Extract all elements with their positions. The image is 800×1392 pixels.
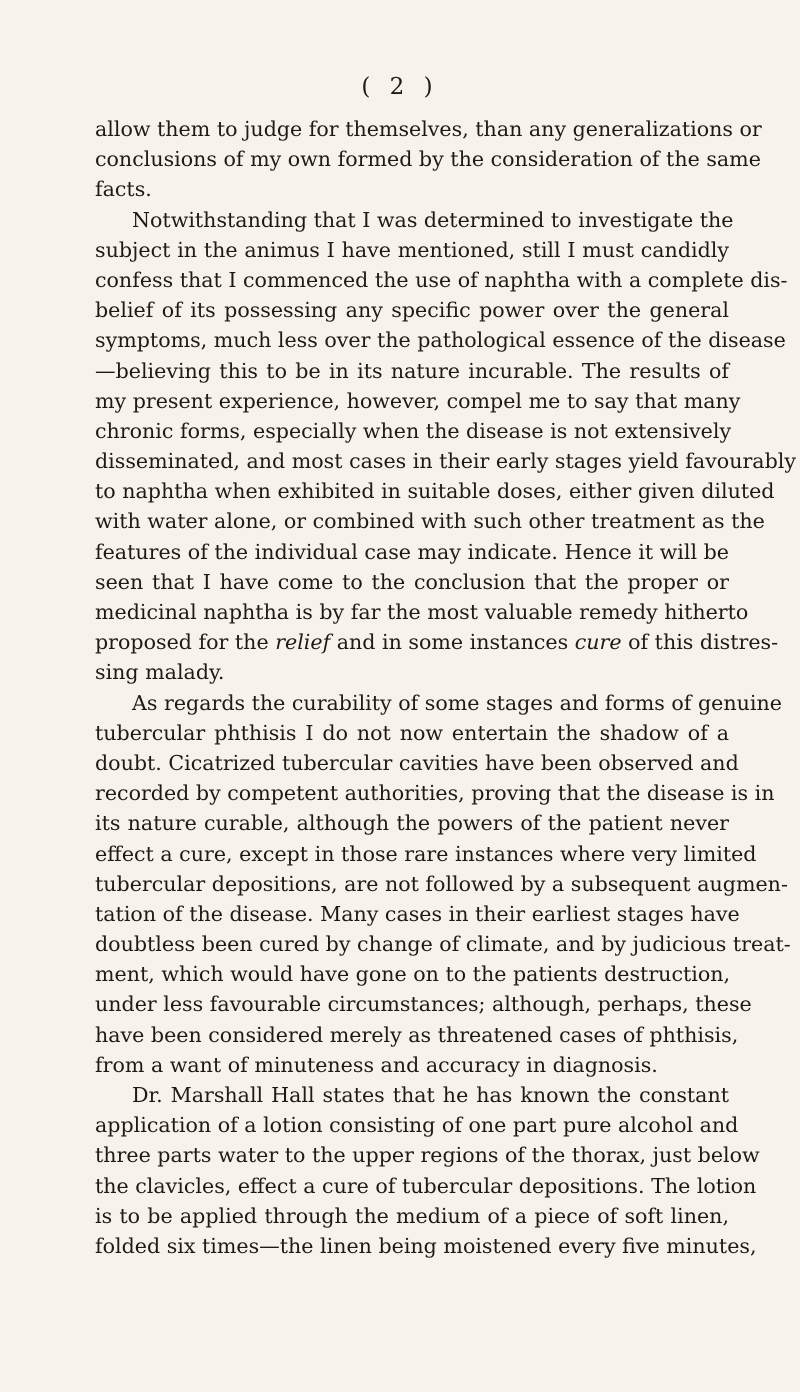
text-line: tubercular depositions, are not followed by a subsequent augmen- [95, 871, 788, 896]
text-line: tubercular phthisis I do not now entertain the shadow of a [95, 720, 729, 745]
text-line-with-italics [95, 627, 779, 657]
text-line: medicinal naphtha is by far the most valuable remedy hitherto [95, 600, 749, 624]
text-line: tation of the disease. Many cases in their earliest stages have [95, 901, 740, 926]
text-line: confess that I commenced the use of naphtha with a complete dis- [95, 267, 788, 292]
paragraph-start-line: Notwithstanding that I was determined to investigate the [132, 207, 734, 232]
text-line: under less favourable circumstances; although, perhaps, these [95, 992, 752, 1017]
text-line: is to be applied through the medium of a piece of soft linen, [95, 1203, 729, 1228]
paragraph-start-line: Dr. Marshall Hall states that he has known the constant [132, 1083, 729, 1107]
body-text [95, 114, 796, 1261]
text-line: its nature curable, although the powers of the patient never [95, 811, 729, 836]
page-number: ( 2 ) [361, 74, 439, 100]
text-line: from a want of minuteness and accuracy in diagnosis. [95, 1052, 658, 1077]
text-line: recorded by competent authorities, proving that the disease is in [95, 781, 775, 806]
text-line: the clavicles, effect a cure of tubercular depositions. The lotion [95, 1173, 757, 1198]
text-line: chronic forms, especially when the disease is not extensively [95, 418, 732, 443]
text-line: doubt. Cicatrized tubercular cavities have been observed and [95, 750, 739, 775]
text-line: symptoms, much less over the pathological essence of the disease [95, 328, 786, 353]
text-line: application of a lotion consisting of one part pure alcohol and [95, 1113, 739, 1138]
italic-word-cure: cure [574, 630, 622, 655]
text-line: conclusions of my own formed by the consideration of the same [95, 147, 761, 172]
text-line: to naphtha when exhibited in suitable doses, either given diluted [95, 479, 775, 504]
text-line: have been considered merely as threatened cases of phthisis, [95, 1022, 739, 1047]
text-line: three parts water to the upper regions of the thorax, just below [95, 1143, 760, 1168]
italic-word-relief: relief [275, 630, 331, 655]
text-line: my present experience, however, compel me to say that many [95, 388, 741, 413]
text-line: sing malady. [95, 660, 225, 685]
text-run: and in some instances [330, 630, 575, 655]
text-line: folded six times—the linen being moistened every five minutes, [95, 1233, 757, 1258]
text-line: ment, which would have gone on to the patients destruction, [95, 962, 731, 987]
text-line: belief of its possessing any specific power over the general [95, 298, 729, 323]
text-line: effect a cure, except in those rare instances where very limited [95, 841, 757, 866]
text-line: allow them to judge for themselves, than any generalizations or [95, 117, 762, 141]
text-line: with water alone, or combined with such other treatment as the [95, 509, 765, 534]
text-line: doubtless been cured by change of climate, and by judicious treat- [95, 932, 791, 957]
text-line: facts. [95, 177, 152, 202]
text-line: —believing this to be in its nature incurable. The results of [95, 358, 729, 383]
text-line: features of the individual case may indicate. Hence it will be [95, 539, 729, 564]
text-line: seen that I have come to the conclusion that the proper or [95, 569, 729, 594]
text-run: of this distres- [621, 630, 779, 655]
text-line: disseminated, and most cases in their early stages yield favourably [95, 449, 796, 474]
text-run: proposed for the [95, 630, 276, 655]
paragraph-start-line: As regards the curability of some stages and forms of genuine [132, 690, 782, 715]
text-line: subject in the animus I have mentioned, still I must candidly [95, 237, 729, 262]
